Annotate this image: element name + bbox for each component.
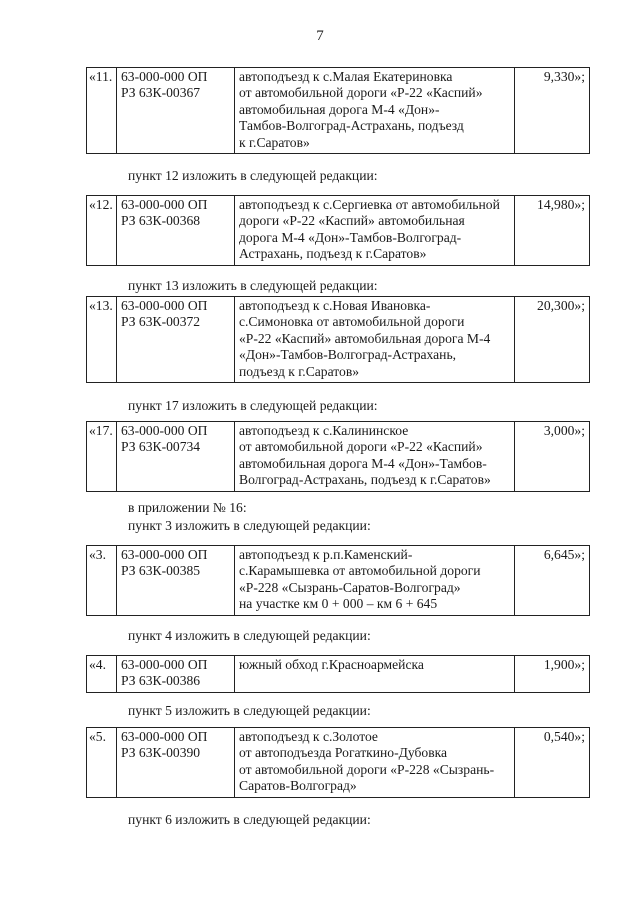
paragraph-appendix-16: в приложении № 16: — [128, 500, 247, 515]
road-length-cell — [515, 196, 590, 266]
page-number: 7 — [316, 28, 324, 44]
road-name-line: с.Симоновка от автомобильной дороги — [239, 314, 465, 330]
road-name-line: автоподъезд к с.Золотое — [239, 729, 378, 744]
road-name-line: южный обход г.Красноармейска — [239, 657, 424, 672]
road-code-cell — [117, 196, 235, 266]
road-code-cell — [117, 728, 235, 798]
item-number: «3. — [87, 546, 117, 616]
table-row — [87, 196, 590, 266]
table-row — [87, 68, 590, 154]
road-code-cell — [117, 422, 235, 492]
road-table-row-17 — [86, 421, 590, 492]
road-table-row-3 — [86, 545, 590, 616]
road-name-cell — [235, 196, 515, 266]
road-name-line: подъезд к г.Саратов» — [239, 363, 360, 379]
road-code-line: РЗ 63К-00386 — [121, 673, 201, 689]
road-length-cell — [515, 728, 590, 798]
road-name-line: автоподъезд к с.Малая Екатериновка — [239, 69, 453, 84]
road-code-cell — [117, 297, 235, 383]
paragraph-point-4: пункт 4 изложить в следующей редакции: — [128, 628, 371, 643]
road-name-cell — [235, 546, 515, 616]
road-table-row-13 — [86, 296, 590, 383]
road-name-line: автоподъезд к с.Сергиевка от автомобильной — [239, 197, 500, 212]
road-code-line: РЗ 63К-00734 — [121, 439, 201, 455]
road-table-row-5 — [86, 727, 590, 798]
table-row — [87, 656, 590, 693]
paragraph-point-6: пункт 6 изложить в следующей редакции: — [128, 812, 371, 827]
road-name-cell — [235, 656, 515, 693]
road-name-line: от автомобильной дороги «Р-228 «Сызрань- — [239, 761, 495, 777]
road-name-line: дорога М-4 «Дон»-Тамбов-Волгоград- — [239, 229, 462, 245]
road-name-line: автоподъезд к с.Калининское — [239, 423, 409, 438]
road-table-row-11 — [86, 67, 590, 154]
road-code-line: 63-000-000 ОП — [121, 547, 208, 562]
road-code-line: 63-000-000 ОП — [121, 298, 208, 313]
road-length-cell — [515, 546, 590, 616]
item-number: «17. — [87, 422, 117, 492]
table-row — [87, 728, 590, 798]
road-code-cell — [117, 656, 235, 693]
road-name-cell — [235, 68, 515, 154]
road-name-cell — [235, 297, 515, 383]
road-length-cell — [515, 656, 590, 693]
road-code-line: 63-000-000 ОП — [121, 657, 208, 672]
item-number: «12. — [87, 196, 117, 266]
table-row — [87, 297, 590, 383]
road-code-line: 63-000-000 ОП — [121, 729, 208, 744]
road-code-cell — [117, 68, 235, 154]
road-code-cell — [117, 546, 235, 616]
road-length-cell — [515, 297, 590, 383]
paragraph-point-3: пункт 3 изложить в следующей редакции: — [128, 518, 371, 533]
road-length: 0,540»; — [543, 729, 585, 744]
road-length: 6,645»; — [543, 547, 585, 562]
road-length: 14,980»; — [537, 197, 585, 212]
road-name-line: «Р-22 «Каспий» автомобильная дорога М-4 — [239, 330, 491, 346]
road-name-line: дороги «Р-22 «Каспий» автомобильная — [239, 213, 465, 229]
road-length: 3,000»; — [543, 423, 585, 438]
road-name-line: Астрахань, подъезд к г.Саратов» — [239, 246, 427, 262]
road-code-line: РЗ 63К-00372 — [121, 314, 201, 330]
road-length: 1,900»; — [543, 657, 585, 672]
road-name-line: от автомобильной дороги «Р-22 «Каспий» — [239, 439, 483, 455]
road-name-line: от автомобильной дороги «Р-22 «Каспий» — [239, 85, 483, 101]
road-name-line: автомобильная дорога М-4 «Дон»-Тамбов- — [239, 455, 487, 471]
road-name-line: автоподъезд к с.Новая Ивановка- — [239, 298, 431, 313]
road-table-row-12 — [86, 195, 590, 266]
road-name-line: Саратов-Волгоград» — [239, 778, 357, 794]
road-length: 20,300»; — [537, 298, 585, 313]
road-code-line: 63-000-000 ОП — [121, 197, 208, 212]
item-number: «5. — [87, 728, 117, 798]
road-name-line: «Р-228 «Сызрань-Саратов-Волгоград» — [239, 579, 461, 595]
road-length-cell — [515, 422, 590, 492]
road-code-line: 63-000-000 ОП — [121, 423, 208, 438]
paragraph-point-13: пункт 13 изложить в следующей редакции: — [128, 278, 378, 293]
road-length-cell — [515, 68, 590, 154]
table-row — [87, 422, 590, 492]
table-row — [87, 546, 590, 616]
road-name-cell — [235, 728, 515, 798]
road-code-line: РЗ 63К-00368 — [121, 213, 201, 229]
road-name-line: Волгоград-Астрахань, подъезд к г.Саратов» — [239, 472, 491, 488]
paragraph-point-5: пункт 5 изложить в следующей редакции: — [128, 703, 371, 718]
road-length: 9,330»; — [543, 69, 585, 84]
item-number: «4. — [87, 656, 117, 693]
item-number: «11. — [87, 68, 117, 154]
road-name-line: автомобильная дорога М-4 «Дон»- — [239, 101, 440, 117]
road-name-cell — [235, 422, 515, 492]
road-name-line: на участке км 0 + 000 – км 6 + 645 — [239, 596, 438, 612]
road-name-line: с.Карамышевка от автомобильной дороги — [239, 563, 481, 579]
item-number: «13. — [87, 297, 117, 383]
road-code-line: РЗ 63К-00367 — [121, 85, 201, 101]
road-code-line: РЗ 63К-00385 — [121, 563, 201, 579]
road-code-line: 63-000-000 ОП — [121, 69, 208, 84]
paragraph-point-17: пункт 17 изложить в следующей редакции: — [128, 398, 378, 413]
road-code-line: РЗ 63К-00390 — [121, 745, 201, 761]
road-name-line: к г.Саратов» — [239, 134, 310, 150]
road-name-line: Тамбов-Волгоград-Астрахань, подъезд — [239, 118, 464, 134]
road-name-line: от автоподъезда Рогаткино-Дубовка — [239, 745, 448, 761]
road-name-line: автоподъезд к р.п.Каменский- — [239, 547, 413, 562]
road-name-line: «Дон»-Тамбов-Волгоград-Астрахань, — [239, 347, 457, 363]
road-table-row-4 — [86, 655, 590, 693]
paragraph-point-12: пункт 12 изложить в следующей редакции: — [128, 168, 378, 183]
